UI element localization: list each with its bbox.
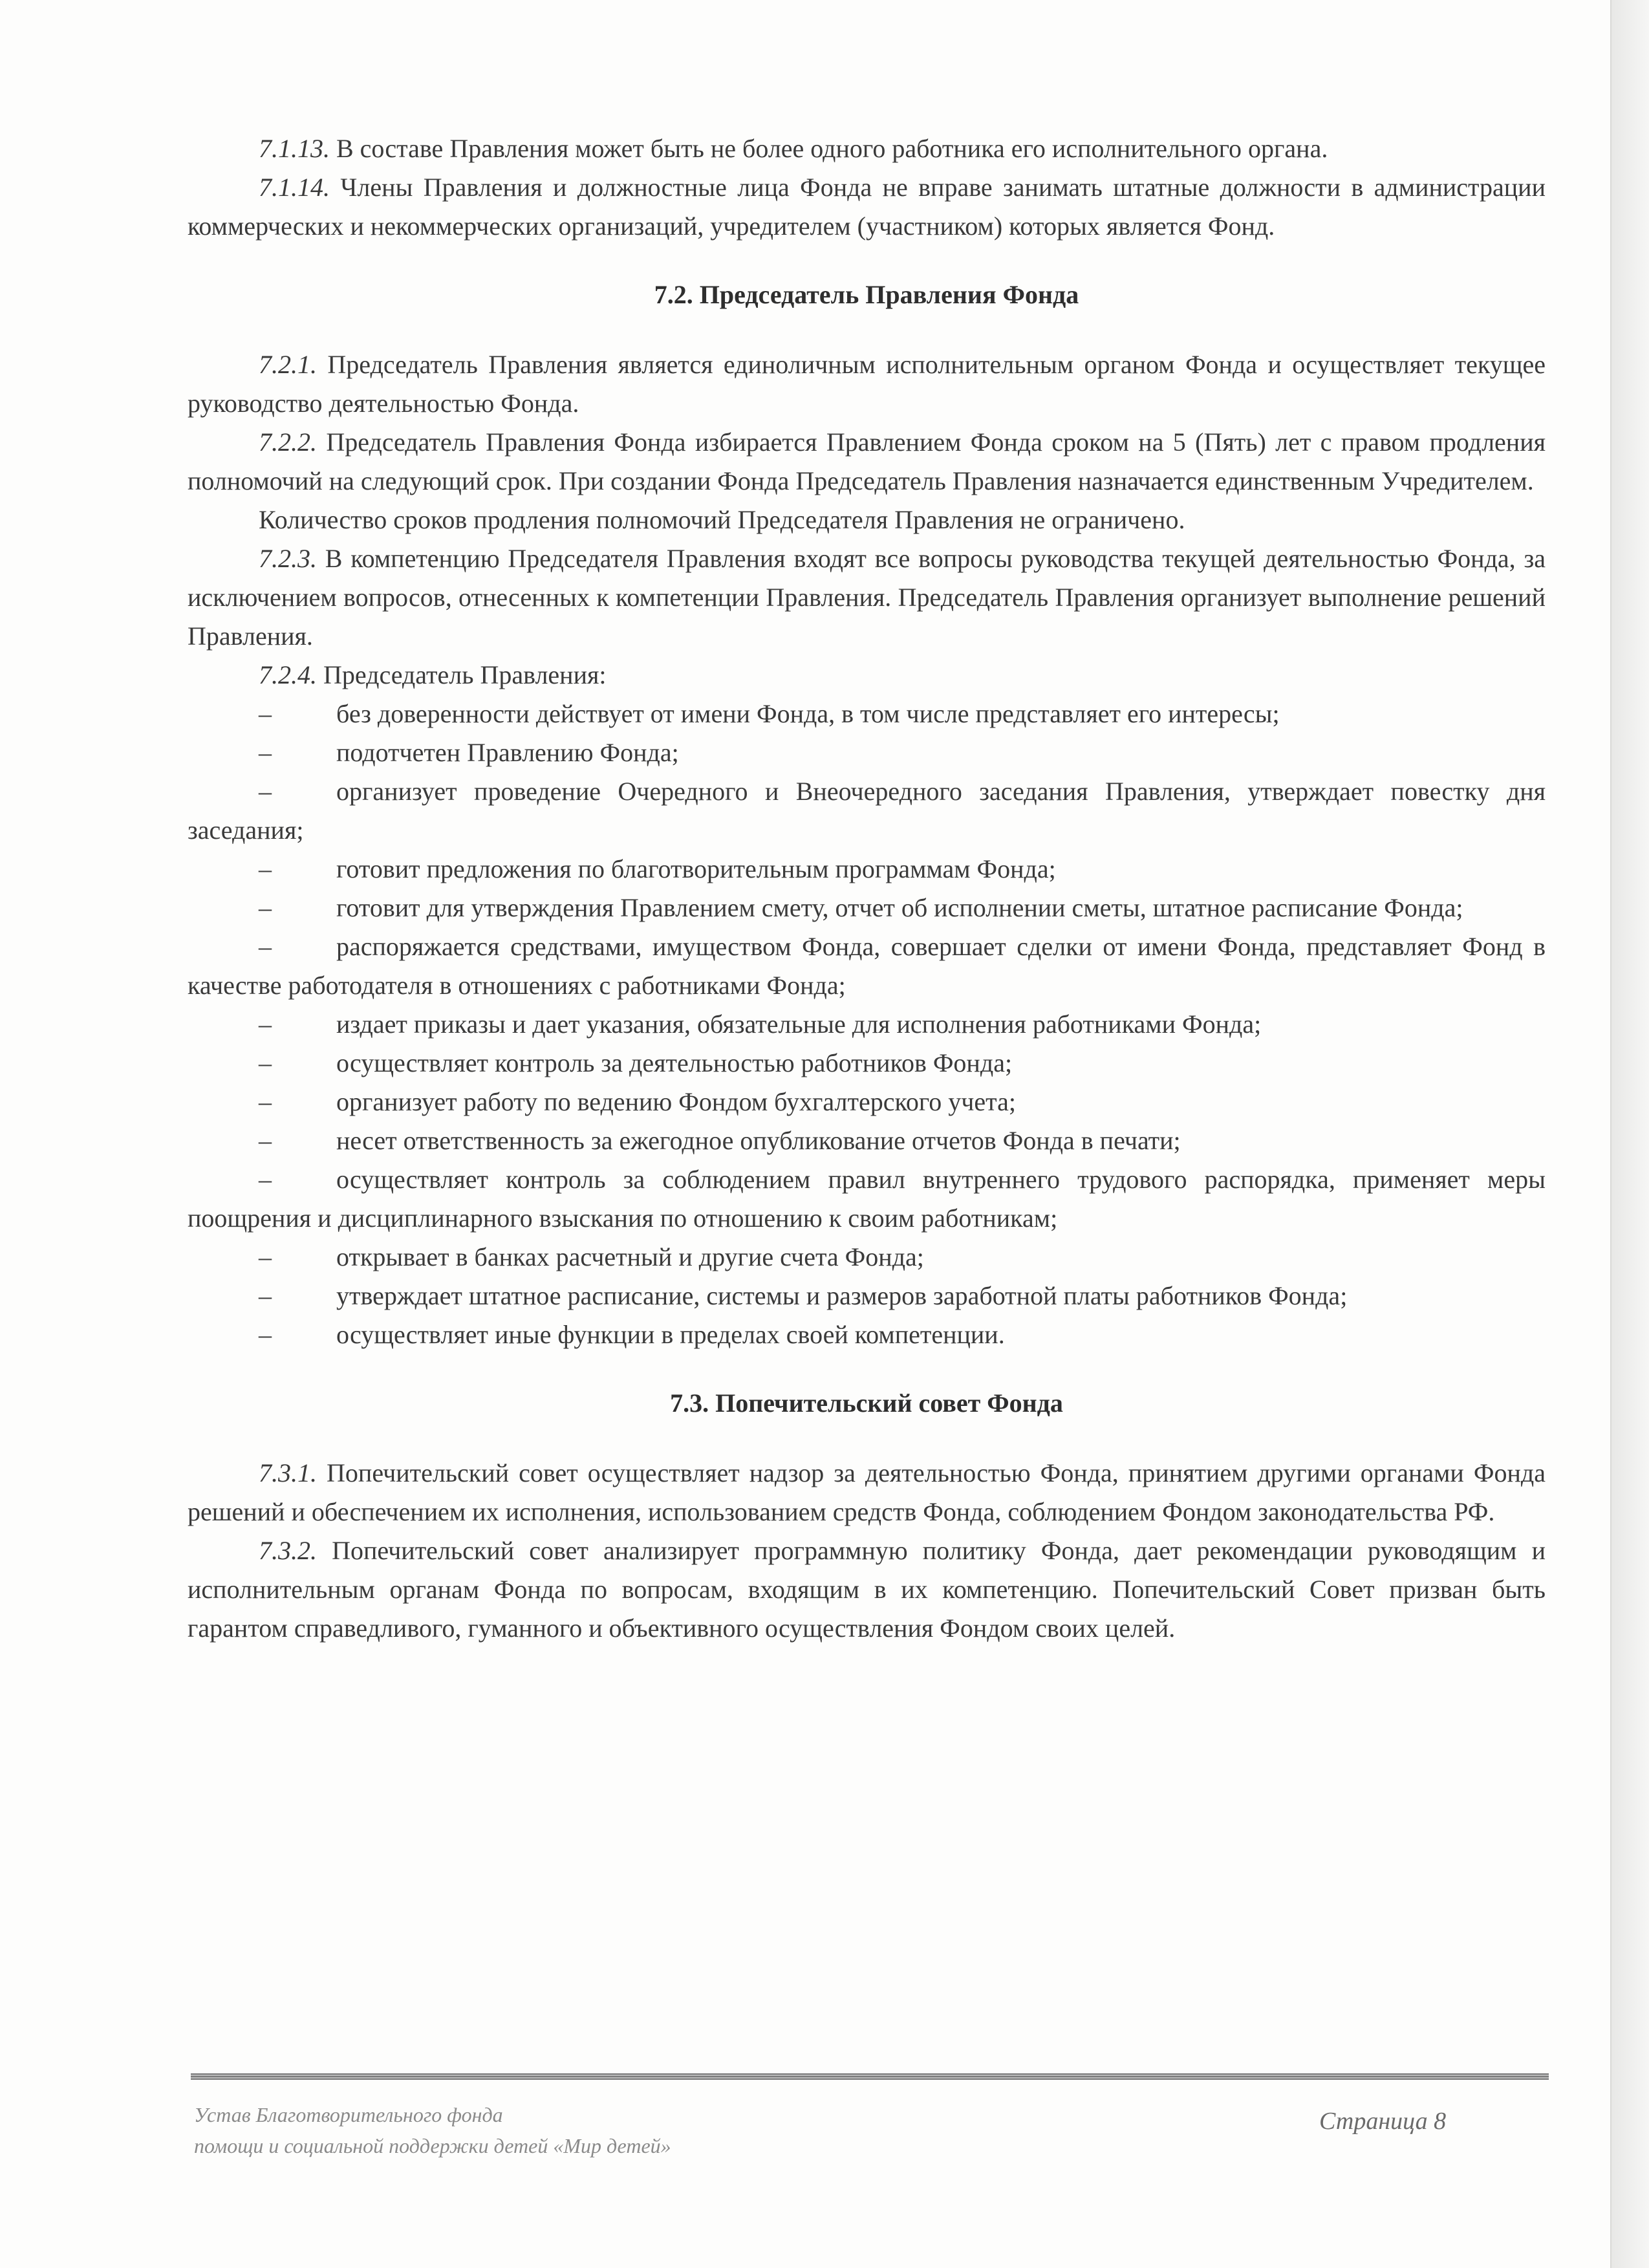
dash-bullet: – bbox=[259, 777, 272, 806]
clause-7-2-1 bbox=[188, 345, 1546, 423]
clause-text: Председатель Правления Фонда избирается Правлением Фонда сроком на 5 (Пять) лет с правом продления полномочий на следующий срок. При создании Фонда Председатель Правления назначается единственным Учредителем. bbox=[188, 427, 1546, 495]
clause-text: Попечительский совет анализирует программную политику Фонда, дает рекомендации руководящим и исполнительным органам Фонда по вопросам, входящим в их компетенцию. Попечительский Совет призван быть гарантом справедливого, гуманного и объективного осуществления Фондом своих целей. bbox=[188, 1536, 1546, 1643]
page-body bbox=[188, 129, 1546, 1648]
duty-text: осуществляет иные функции в пределах своей компетенции. bbox=[336, 1320, 1005, 1349]
duty-item bbox=[188, 1083, 1546, 1121]
duty-item bbox=[188, 889, 1546, 927]
duty-text: распоряжается средствами, имуществом Фонда, совершает сделки от имени Фонда, представляет Фонд в качестве работодателя в отношениях с работниками Фонда; bbox=[188, 932, 1546, 1000]
clause-text: В компетенцию Председателя Правления входят все вопросы руководства текущей деятельностью Фонда, за исключением вопросов, отнесенных к компетенции Правления. Председатель Правления организует выполнение решений Правления. bbox=[188, 544, 1546, 651]
dash-bullet: – bbox=[259, 854, 272, 883]
clause-text: В составе Правления может быть не более одного работника его исполнительного органа. bbox=[330, 134, 1328, 163]
duty-text: открывает в банках расчетный и другие счета Фонда; bbox=[336, 1242, 924, 1271]
duty-text: без доверенности действует от имени Фонда, в том числе представляет его интересы; bbox=[336, 699, 1280, 728]
clause-7-3-2 bbox=[188, 1531, 1546, 1648]
duties-list bbox=[188, 695, 1546, 1354]
footer-divider bbox=[191, 2073, 1549, 2080]
duty-item bbox=[188, 1160, 1546, 1238]
clause-number: 7.2.1. bbox=[259, 350, 317, 379]
duty-text: несет ответственность за ежегодное опубликование отчетов Фонда в печати; bbox=[336, 1126, 1181, 1155]
page-number: Страница 8 bbox=[1319, 2108, 1447, 2135]
duty-item bbox=[188, 927, 1546, 1005]
section-heading-7-3: 7.3. Попечительский совет Фонда bbox=[670, 1388, 1063, 1418]
dash-bullet: – bbox=[259, 1281, 272, 1310]
duty-item bbox=[188, 772, 1546, 850]
duty-text: утверждает штатное расписание, системы и размеров заработной платы работников Фонда; bbox=[336, 1281, 1348, 1310]
clause-7-1-14 bbox=[188, 168, 1546, 246]
scan-margin bbox=[1611, 0, 1649, 2268]
clause-number: 7.1.13. bbox=[259, 134, 330, 163]
clause-7-2-3 bbox=[188, 539, 1546, 656]
duty-item bbox=[188, 1277, 1546, 1315]
duty-text: готовит предложения по благотворительным программам Фонда; bbox=[336, 854, 1056, 883]
clause-number: 7.2.3. bbox=[259, 544, 317, 573]
section-heading-7-2: 7.2. Председатель Правления Фонда bbox=[654, 280, 1079, 309]
dash-bullet: – bbox=[259, 1126, 272, 1155]
clause-number: 7.3.1. bbox=[259, 1458, 317, 1487]
clause-7-2-2-note: Количество сроков продления полномочий Председателя Правления не ограничено. bbox=[259, 505, 1185, 534]
clause-text: Попечительский совет осуществляет надзор за деятельностью Фонда, принятием другими органами Фонда решений и обеспечением их исполнения, использованием средств Фонда, соблюдением Фондом законодательства РФ. bbox=[188, 1458, 1546, 1526]
dash-bullet: – bbox=[259, 738, 272, 767]
duty-text: издает приказы и дает указания, обязательные для исполнения работниками Фонда; bbox=[336, 1010, 1262, 1039]
dash-bullet: – bbox=[259, 1010, 272, 1039]
dash-bullet: – bbox=[259, 1320, 272, 1349]
clause-7-1-13 bbox=[188, 129, 1546, 168]
footer-title-line-2: помощи и социальной поддержки детей «Мир детей» bbox=[194, 2134, 671, 2157]
clause-number: 7.2.2. bbox=[259, 427, 317, 457]
clause-text: Председатель Правления: bbox=[317, 660, 607, 689]
dash-bullet: – bbox=[259, 893, 272, 922]
clause-number: 7.3.2. bbox=[259, 1536, 317, 1565]
dash-bullet: – bbox=[259, 1048, 272, 1077]
dash-bullet: – bbox=[259, 1242, 272, 1271]
dash-bullet: – bbox=[259, 1087, 272, 1116]
clause-number: 7.1.14. bbox=[259, 173, 330, 202]
footer-title-line-1: Устав Благотворительного фонда bbox=[194, 2103, 503, 2126]
dash-bullet: – bbox=[259, 1165, 272, 1194]
clause-7-3-1 bbox=[188, 1454, 1546, 1531]
duty-item bbox=[188, 850, 1546, 889]
duty-item bbox=[188, 1315, 1546, 1354]
duty-item bbox=[188, 1005, 1546, 1044]
duty-text: осуществляет контроль за соблюдением правил внутреннего трудового распорядка, применяет меры поощрения и дисциплинарного взыскания по отношению к своим работникам; bbox=[188, 1165, 1546, 1233]
duty-item bbox=[188, 1121, 1546, 1160]
duty-text: подотчетен Правлению Фонда; bbox=[336, 738, 679, 767]
duty-item bbox=[188, 733, 1546, 772]
clause-text: Члены Правления и должностные лица Фонда не вправе занимать штатные должности в администрации коммерческих и некоммерческих организаций, учредителем (участником) которых является Фонд. bbox=[188, 173, 1546, 241]
duty-item bbox=[188, 695, 1546, 733]
dash-bullet: – bbox=[259, 932, 272, 961]
clause-7-2-4 bbox=[188, 656, 1546, 695]
duty-item bbox=[188, 1238, 1546, 1277]
duty-text: готовит для утверждения Правлением смету, отчет об исполнении сметы, штатное расписание Фонда; bbox=[336, 893, 1463, 922]
duty-text: осуществляет контроль за деятельностью работников Фонда; bbox=[336, 1048, 1013, 1077]
duty-text: организует проведение Очередного и Внеочередного заседания Правления, утверждает повестку дня заседания; bbox=[188, 777, 1546, 845]
duty-item bbox=[188, 1044, 1546, 1083]
clause-text: Председатель Правления является единоличным исполнительным органом Фонда и осуществляет текущее руководство деятельностью Фонда. bbox=[188, 350, 1546, 418]
footer-doc-title bbox=[194, 2099, 671, 2161]
duty-text: организует работу по ведению Фондом бухгалтерского учета; bbox=[336, 1087, 1016, 1116]
clause-7-2-2 bbox=[188, 423, 1546, 501]
clause-number: 7.2.4. bbox=[259, 660, 317, 689]
dash-bullet: – bbox=[259, 699, 272, 728]
